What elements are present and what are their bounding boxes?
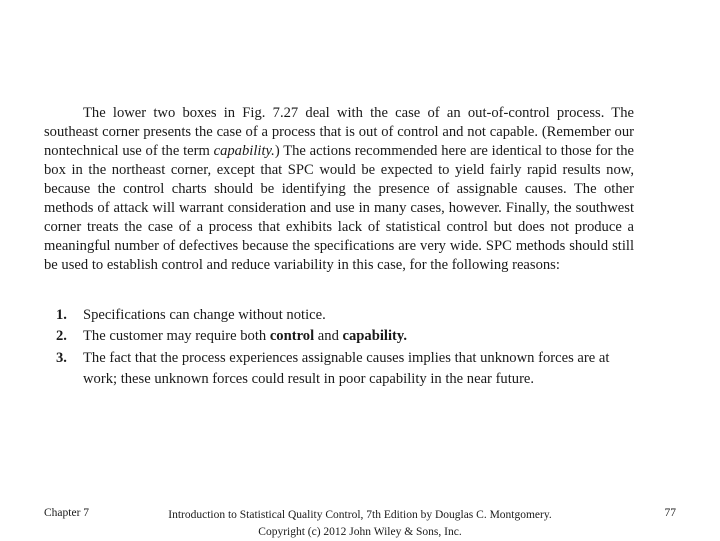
footer-citation-line-1: Introduction to Statistical Quality Control, 7th Edition by Douglas C. Montgomery.	[168, 509, 552, 521]
list-item	[56, 348, 634, 391]
reasons-list	[56, 305, 634, 391]
list-item-text: The fact that the process experiences assignable causes implies that unknown forces are at work; these unknown forces could result in poor capability in the near future.	[83, 349, 610, 388]
list-item-text: Specifications can change without notice.	[83, 307, 326, 323]
list-item-text-connector: and	[314, 328, 343, 345]
list-item	[56, 326, 634, 347]
list-item-number: 3.	[56, 349, 67, 366]
footer-page-number: 77	[664, 507, 676, 519]
list-item-number: 1.	[56, 307, 67, 323]
paragraph-part-2: ) The actions recommended here are identical to those for the box in the northeast corner, except that SPC would be expected to yield fairly rapid results now, because the control charts should be identifying the presence of assignable causes. The other methods of attack will warrant consideration and use in many cases, however. Finally, the southwest corner treats the case of a process that exhibits lack of statistical control but does not produce a meaningful number of defectives because the specifications are very wide. SPC methods should still be used to establish control and reduce variability in this case, for the following reasons:	[44, 143, 634, 273]
list-item	[56, 305, 634, 326]
bold-term-capability: capability.	[342, 328, 407, 345]
bold-term-control: control	[269, 328, 315, 345]
footer-chapter-label: Chapter 7	[44, 507, 90, 519]
paragraph-italic-term: capability.	[213, 143, 275, 159]
body-paragraph	[44, 104, 634, 275]
footer-citation	[140, 507, 580, 541]
list-item-number: 2.	[56, 328, 67, 345]
paragraph-part-1: The lower two boxes in Fig. 7.27 deal with the case of an out-of-control process. The southeast corner presents the case of a process that is out of control and not capable. (Remember our nontechnical use of the term	[44, 105, 634, 159]
footer-citation-line-2: Copyright (c) 2012 John Wiley & Sons, Inc.	[258, 526, 462, 538]
list-item-text: The customer may require both	[83, 328, 270, 345]
